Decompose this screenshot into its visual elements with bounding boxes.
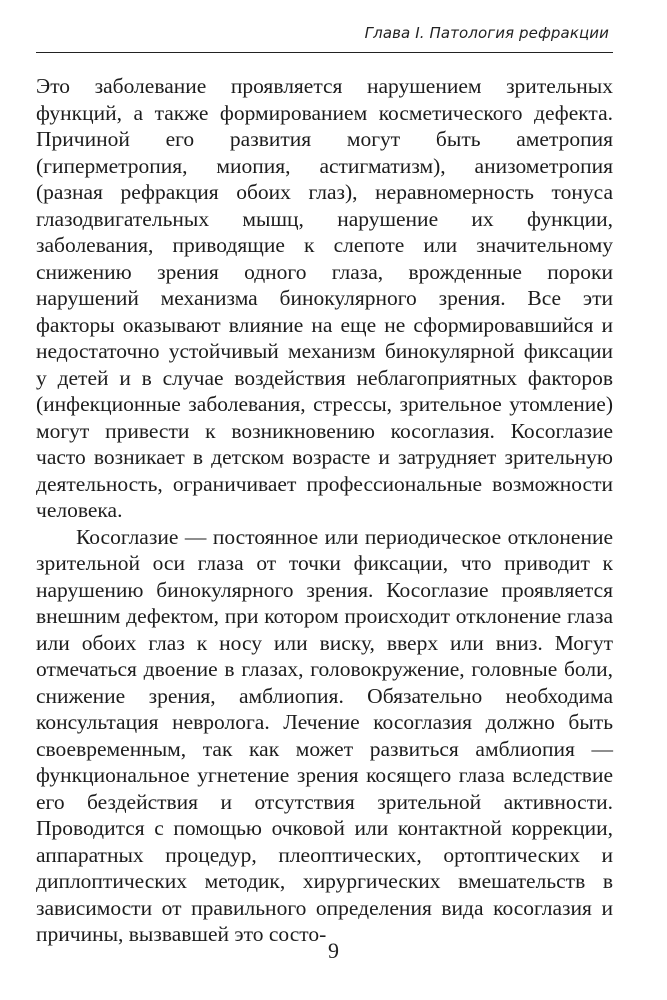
paragraph-2: Косоглазие — постоянное или периодическое отклонение зрительной оси глаза от точки фиксации, что приводит к нарушению бинокулярного зрения. Косоглазие проявляется внешним дефектом, при котором происходит отклонение глаза или обоих глаз к носу или виску, вверх или вниз. Могут отмечаться двоение в глазах, головокружение, головные боли, снижение зрения, амблиопия. Обязательно необходима консультация невролога. Лечение косоглазия должно быть своевременным, так как может развиться амблиопия — функциональное угнетение зрения косящего глаза вследствие его бездействия и отсутствия зрительной активности. Проводится с помощью очковой или контактной коррекции, аппаратных процедур, плеоптических, ортоптических и диплоптических методик, хирургических вмешательств в зависимости от правильного определения вида косоглазия и причины, вызвавшей это состо- — [36, 524, 613, 946]
paragraph-1: Это заболевание проявляется нарушением зрительных функций, а также формированием косметического дефекта. Причиной его развития могут быть аметропия (гиперметропия, миопия, астигматизм), анизометропия (разная рефракция обоих глаз), неравномерность тонуса глазодвигательных мышц, нарушение их функции, заболевания, приводящие к слепоте или значительному снижению зрения одного глаза, врожденные пороки нарушений механизма бинокулярного зрения. Все эти факторы оказывают влияние на еще не сформировавшийся и недостаточно устойчивый механизм бинокулярной фиксации у детей и в случае воздействия неблагоприятных факторов (инфекционные заболевания, стрессы, зрительное утомление) могут привести к возникновению косоглазия. Косоглазие часто возникает в детском возрасте и затрудняет зрительную деятельность, ограничивает профессиональные возможности человека. — [36, 74, 613, 522]
page-body — [36, 73, 613, 948]
chapter-title: Глава I. Патология рефракции — [364, 24, 609, 42]
running-header — [36, 0, 613, 53]
page-number: 9 — [328, 938, 339, 963]
